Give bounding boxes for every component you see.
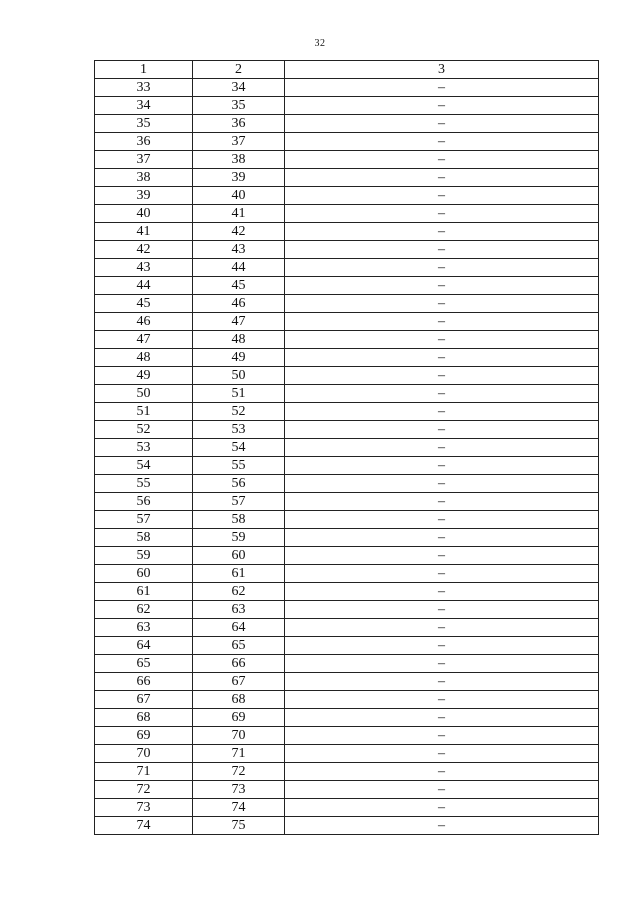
table-cell-col-1: 52 <box>95 421 193 439</box>
table-cell-col-3: – <box>285 313 599 331</box>
table-cell-col-3: – <box>285 187 599 205</box>
table-cell-col-2: 61 <box>193 565 285 583</box>
table-cell-col-1: 43 <box>95 259 193 277</box>
table-cell-col-2: 40 <box>193 187 285 205</box>
table-cell-col-2: 38 <box>193 151 285 169</box>
table-cell-col-2: 56 <box>193 475 285 493</box>
table-cell-col-3: – <box>285 457 599 475</box>
table-cell-col-3: – <box>285 367 599 385</box>
table-cell-col-3: – <box>285 493 599 511</box>
table-cell-col-3: – <box>285 547 599 565</box>
table-cell-col-1: 61 <box>95 583 193 601</box>
table-cell-col-1: 44 <box>95 277 193 295</box>
table-row <box>95 709 599 727</box>
table-cell-col-2: 66 <box>193 655 285 673</box>
table-cell-col-1: 42 <box>95 241 193 259</box>
table-cell-col-1: 33 <box>95 79 193 97</box>
table-cell-col-3: – <box>285 349 599 367</box>
table-row <box>95 421 599 439</box>
table-cell-col-1: 70 <box>95 745 193 763</box>
table-cell-col-2: 46 <box>193 295 285 313</box>
table-row <box>95 97 599 115</box>
table-cell-col-1: 54 <box>95 457 193 475</box>
table-row <box>95 619 599 637</box>
table-row <box>95 187 599 205</box>
table-cell-col-3: – <box>285 151 599 169</box>
table-row <box>95 223 599 241</box>
table-cell-col-1: 66 <box>95 673 193 691</box>
table-row <box>95 331 599 349</box>
table-cell-col-3: – <box>285 241 599 259</box>
table-cell-col-3: – <box>285 655 599 673</box>
table-cell-col-2: 55 <box>193 457 285 475</box>
table-row <box>95 241 599 259</box>
table-cell-col-1: 64 <box>95 637 193 655</box>
table-row <box>95 295 599 313</box>
table-cell-col-2: 72 <box>193 763 285 781</box>
table-cell-col-2: 37 <box>193 133 285 151</box>
table-cell-col-3: – <box>285 475 599 493</box>
table-cell-col-2: 70 <box>193 727 285 745</box>
table-row <box>95 349 599 367</box>
page-number: 32 <box>314 38 326 49</box>
table-row <box>95 637 599 655</box>
table-cell-col-3: – <box>285 421 599 439</box>
table-cell-col-1: 68 <box>95 709 193 727</box>
table-cell-col-2: 41 <box>193 205 285 223</box>
table-cell-col-1: 39 <box>95 187 193 205</box>
table-cell-col-2: 73 <box>193 781 285 799</box>
table-cell-col-2: 75 <box>193 817 285 835</box>
table-cell-col-3: – <box>285 223 599 241</box>
table-cell-col-2: 34 <box>193 79 285 97</box>
table-cell-col-3: – <box>285 115 599 133</box>
table-row <box>95 781 599 799</box>
table-cell-col-2: 63 <box>193 601 285 619</box>
table-cell-col-1: 45 <box>95 295 193 313</box>
table-row <box>95 367 599 385</box>
table-cell-col-1: 38 <box>95 169 193 187</box>
table-cell-col-1: 46 <box>95 313 193 331</box>
table-cell-col-3: – <box>285 637 599 655</box>
table-row <box>95 799 599 817</box>
table-cell-col-1: 51 <box>95 403 193 421</box>
table-row <box>95 529 599 547</box>
table-row <box>95 151 599 169</box>
table-cell-col-1: 60 <box>95 565 193 583</box>
table-cell-col-3: – <box>285 529 599 547</box>
table-cell-col-3: – <box>285 565 599 583</box>
table-cell-col-1: 50 <box>95 385 193 403</box>
table-cell-col-1: 74 <box>95 817 193 835</box>
table-cell-col-3: – <box>285 583 599 601</box>
table-row <box>95 457 599 475</box>
data-table <box>94 60 599 835</box>
table-cell-col-2: 39 <box>193 169 285 187</box>
table-cell-col-2: 53 <box>193 421 285 439</box>
table-row <box>95 745 599 763</box>
table-body <box>95 79 599 835</box>
table-cell-col-3: – <box>285 799 599 817</box>
table-row <box>95 655 599 673</box>
table-cell-col-2: 68 <box>193 691 285 709</box>
table-cell-col-1: 47 <box>95 331 193 349</box>
table-cell-col-2: 48 <box>193 331 285 349</box>
table-cell-col-2: 74 <box>193 799 285 817</box>
table-cell-col-2: 60 <box>193 547 285 565</box>
table-cell-col-1: 58 <box>95 529 193 547</box>
table-row <box>95 385 599 403</box>
table-cell-col-3: – <box>285 259 599 277</box>
table-cell-col-1: 56 <box>95 493 193 511</box>
header-row <box>95 61 599 79</box>
table-cell-col-1: 55 <box>95 475 193 493</box>
table-cell-col-3: – <box>285 727 599 745</box>
table-cell-col-3: – <box>285 205 599 223</box>
table-row <box>95 493 599 511</box>
table-cell-col-1: 34 <box>95 97 193 115</box>
table-cell-col-3: – <box>285 709 599 727</box>
table-cell-col-2: 64 <box>193 619 285 637</box>
table-cell-col-3: – <box>285 691 599 709</box>
table-cell-col-2: 51 <box>193 385 285 403</box>
table-cell-col-1: 41 <box>95 223 193 241</box>
table-cell-col-3: – <box>285 169 599 187</box>
table-cell-col-2: 43 <box>193 241 285 259</box>
table-cell-col-1: 59 <box>95 547 193 565</box>
column-header-2: 2 <box>193 61 285 79</box>
table-cell-col-1: 36 <box>95 133 193 151</box>
table-row <box>95 691 599 709</box>
table-row <box>95 727 599 745</box>
table-row <box>95 547 599 565</box>
table-row <box>95 673 599 691</box>
table-cell-col-3: – <box>285 331 599 349</box>
table-cell-col-2: 54 <box>193 439 285 457</box>
table-cell-col-1: 57 <box>95 511 193 529</box>
table-cell-col-1: 62 <box>95 601 193 619</box>
table-cell-col-1: 73 <box>95 799 193 817</box>
table-cell-col-1: 69 <box>95 727 193 745</box>
table-cell-col-2: 44 <box>193 259 285 277</box>
table-row <box>95 511 599 529</box>
table-cell-col-3: – <box>285 385 599 403</box>
table-cell-col-2: 42 <box>193 223 285 241</box>
table-row <box>95 277 599 295</box>
table-cell-col-2: 59 <box>193 529 285 547</box>
table-cell-col-3: – <box>285 133 599 151</box>
table-cell-col-2: 69 <box>193 709 285 727</box>
table-row <box>95 475 599 493</box>
table-cell-col-1: 53 <box>95 439 193 457</box>
table-row <box>95 205 599 223</box>
table-cell-col-3: – <box>285 619 599 637</box>
table-row <box>95 115 599 133</box>
table-cell-col-2: 65 <box>193 637 285 655</box>
table-cell-col-1: 48 <box>95 349 193 367</box>
table-cell-col-2: 67 <box>193 673 285 691</box>
table-row <box>95 583 599 601</box>
table-cell-col-1: 72 <box>95 781 193 799</box>
table-cell-col-2: 36 <box>193 115 285 133</box>
table-cell-col-3: – <box>285 439 599 457</box>
table-cell-col-3: – <box>285 295 599 313</box>
table-cell-col-2: 58 <box>193 511 285 529</box>
table-cell-col-2: 52 <box>193 403 285 421</box>
table-header <box>95 61 599 79</box>
table-cell-col-2: 47 <box>193 313 285 331</box>
table-row <box>95 817 599 835</box>
table-cell-col-2: 45 <box>193 277 285 295</box>
table-cell-col-1: 67 <box>95 691 193 709</box>
table-cell-col-1: 65 <box>95 655 193 673</box>
table-cell-col-1: 37 <box>95 151 193 169</box>
table-cell-col-3: – <box>285 817 599 835</box>
column-header-1: 1 <box>95 61 193 79</box>
table-cell-col-2: 35 <box>193 97 285 115</box>
table-cell-col-3: – <box>285 511 599 529</box>
table-cell-col-1: 35 <box>95 115 193 133</box>
table-cell-col-3: – <box>285 763 599 781</box>
table-cell-col-2: 50 <box>193 367 285 385</box>
table-row <box>95 439 599 457</box>
table-cell-col-3: – <box>285 745 599 763</box>
table-row <box>95 313 599 331</box>
table-cell-col-2: 62 <box>193 583 285 601</box>
table-row <box>95 169 599 187</box>
table-cell-col-2: 49 <box>193 349 285 367</box>
table-cell-col-3: – <box>285 277 599 295</box>
column-header-3: 3 <box>285 61 599 79</box>
table-cell-col-1: 63 <box>95 619 193 637</box>
table-cell-col-2: 57 <box>193 493 285 511</box>
table-row <box>95 565 599 583</box>
table-row <box>95 601 599 619</box>
table-row <box>95 133 599 151</box>
table-row <box>95 403 599 421</box>
table-cell-col-1: 40 <box>95 205 193 223</box>
table-cell-col-1: 71 <box>95 763 193 781</box>
table-row <box>95 259 599 277</box>
table-row <box>95 79 599 97</box>
table-cell-col-3: – <box>285 673 599 691</box>
table-cell-col-1: 49 <box>95 367 193 385</box>
table-cell-col-3: – <box>285 79 599 97</box>
table-row <box>95 763 599 781</box>
table-cell-col-3: – <box>285 403 599 421</box>
table-cell-col-3: – <box>285 97 599 115</box>
table-cell-col-3: – <box>285 601 599 619</box>
table-cell-col-3: – <box>285 781 599 799</box>
table-cell-col-2: 71 <box>193 745 285 763</box>
